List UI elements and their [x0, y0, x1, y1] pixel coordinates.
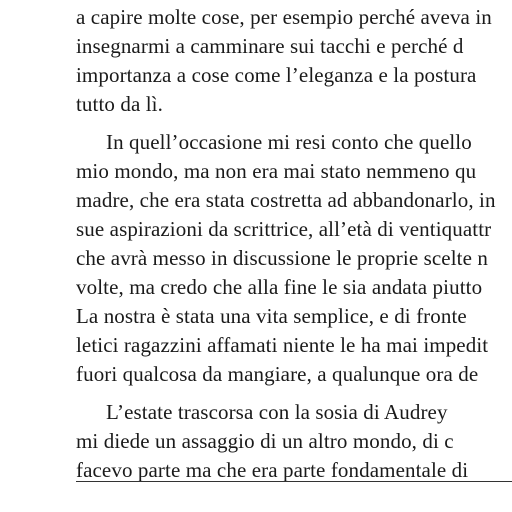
text-line: letici ragazzini affamati niente le ha mai impedit	[76, 333, 489, 357]
text-line: In quell’occasione mi resi conto che quello	[106, 130, 472, 154]
text-line: tutto da lì.	[76, 92, 163, 116]
text-line: fuori qualcosa da mangiare, a qualunque ora de	[76, 362, 479, 386]
text-line: madre, che era stata costretta ad abbandonarlo, in	[76, 188, 496, 212]
footnote-divider	[76, 481, 512, 482]
text-line: mio mondo, ma non era mai stato nemmeno qu	[76, 159, 477, 183]
text-line: a capire molte cose, per esempio perché aveva in	[76, 5, 492, 29]
text-line: La nostra è stata una vita semplice, e di fronte	[76, 304, 467, 328]
text-line: volte, ma credo che alla fine le sia andata piutto	[76, 275, 483, 299]
text-line: che avrà messo in discussione le proprie scelte n	[76, 246, 488, 270]
text-line: importanza a cose come l’eleganza e la postura	[76, 63, 477, 87]
text-line: facevo parte ma che era parte fondamentale di	[76, 458, 469, 482]
text-line: insegnarmi a camminare sui tacchi e perché d	[76, 34, 464, 58]
text-line: L’estate trascorsa con la sosia di Audrey	[106, 400, 448, 424]
text-line: mi diede un assaggio di un altro mondo, di c	[76, 429, 454, 453]
text-line: sue aspirazioni da scrittrice, all’età di ventiquattr	[76, 217, 492, 241]
